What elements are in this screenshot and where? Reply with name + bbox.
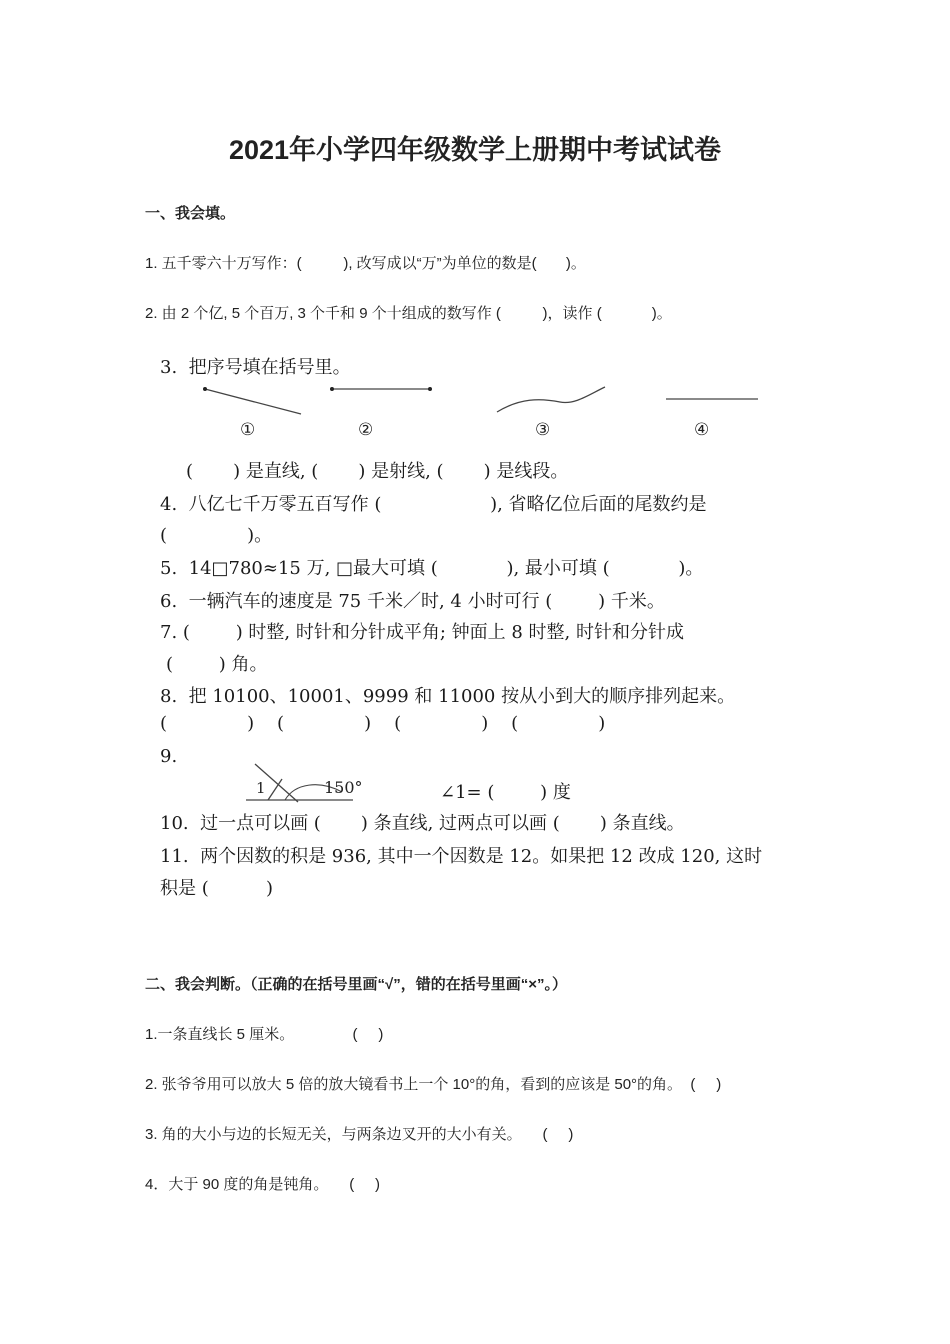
question-1-1: 1. 五千零六十万写作：( ), 改写成以“万”为单位的数是( )。 xyxy=(145,255,586,272)
angle-label-150: 150° xyxy=(324,778,363,797)
question-1-2: 2. 由 2 个亿, 5 个百万, 3 个千和 9 个十组成的数写作 ( )，读作 ( )。 xyxy=(145,305,672,322)
question-1-4-line2: ( )。 xyxy=(160,525,273,546)
figure-label-3: ③ xyxy=(535,420,551,440)
question-1-3-answer: ( ) 是直线, ( ) 是射线, ( ) 是线段。 xyxy=(186,461,569,482)
figure-label-1: ① xyxy=(240,420,256,440)
question-1-3: 3. 把序号填在括号里。 xyxy=(160,357,351,378)
question-1-8-line1: 8. 把 10100、10001、9999 和 11000 按从小到大的顺序排列起来。 xyxy=(160,686,736,707)
question-1-4-line1: 4. 八亿七千万零五百写作 ( ), 省略亿位后面的尾数约是 xyxy=(160,494,707,515)
question-2-1: 1.一条直线长 5 厘米。 ( ) xyxy=(145,1026,384,1043)
section-1-heading: 一、我会填。 xyxy=(145,205,236,222)
page-title: 2021年小学四年级数学上册期中考试试卷 xyxy=(228,135,722,165)
section-2-heading: 二、我会判断。（正确的在括号里画“√”，错的在括号里画“×”。） xyxy=(145,976,567,993)
question-2-2: 2. 张爷爷用可以放大 5 倍的放大镜看书上一个 10°的角，看到的应该是 50°的角。 ( ) xyxy=(145,1076,722,1093)
question-2-3: 3. 角的大小与边的长短无关，与两条边叉开的大小有关。 ( ) xyxy=(145,1126,574,1143)
question-1-9-number: 9. xyxy=(160,746,178,767)
question-1-5: 5. 14□780≈15 万, □最大可填 ( ), 最小可填 ( )。 xyxy=(160,558,704,579)
question-1-10: 10. 过一点可以画 ( ) 条直线, 过两点可以画 ( ) 条直线。 xyxy=(160,813,685,834)
question-1-7-line1: 7. ( ) 时整, 时针和分针成平角; 钟面上 8 时整, 时针和分针成 xyxy=(160,622,685,643)
question-1-8-line2: ( ) ( ) ( ) ( ) xyxy=(160,713,606,734)
angle-label-1: 1 xyxy=(256,779,266,797)
figure-label-4: ④ xyxy=(694,420,710,440)
question-1-6: 6. 一辆汽车的速度是 75 千米／时, 4 小时可行 ( ) 千米。 xyxy=(160,591,665,612)
question-1-11-line2: 积是 ( ) xyxy=(160,878,273,899)
question-1-11-line1: 11. 两个因数的积是 936, 其中一个因数是 12。如果把 12 改成 120, 这时 xyxy=(160,846,763,867)
question-2-4: 4．大于 90 度的角是钝角。 ( ) xyxy=(145,1176,381,1193)
question-1-9-text: ∠1= ( ) 度 xyxy=(440,782,571,803)
figure-label-2: ② xyxy=(358,420,374,440)
question-1-7-line2: ( ) 角。 xyxy=(166,654,268,675)
